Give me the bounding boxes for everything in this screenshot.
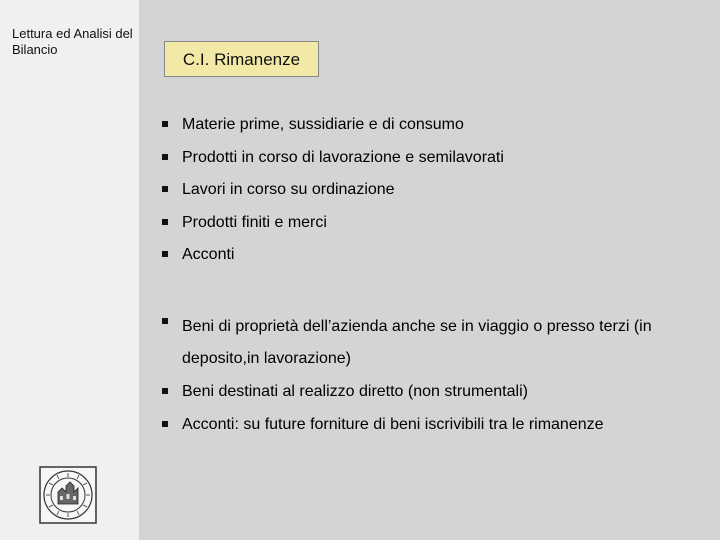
bullet-icon xyxy=(162,121,168,127)
bullet-icon xyxy=(162,421,168,427)
list-item: Acconti xyxy=(162,244,702,277)
list-item: Acconti: su future forniture di beni iscrivibili tra le rimanenze xyxy=(162,414,714,447)
list-item: Prodotti in corso di lavorazione e semilavorati xyxy=(162,147,702,180)
list-item: Beni destinati al realizzo diretto (non strumentali) xyxy=(162,381,714,414)
bullet-icon xyxy=(162,186,168,192)
sidebar xyxy=(0,0,139,540)
list-item: Beni di proprietà dell’azienda anche se in viaggio o presso terzi (in deposito,in lavorazione) xyxy=(162,311,714,381)
bullet-icon xyxy=(162,219,168,225)
bullet-icon xyxy=(162,318,168,324)
university-seal-icon xyxy=(39,466,97,524)
bullet-icon xyxy=(162,388,168,394)
course-title: Lettura ed Analisi del Bilancio xyxy=(12,26,133,57)
list-item: Prodotti finiti e merci xyxy=(162,212,702,245)
list-item: Lavori in corso su ordinazione xyxy=(162,179,702,212)
secondary-list xyxy=(162,316,714,447)
primary-list xyxy=(162,114,702,277)
bullet-icon xyxy=(162,251,168,257)
bullet-icon xyxy=(162,154,168,160)
list-item: Materie prime, sussidiarie e di consumo xyxy=(162,114,702,147)
slide-title: C.I. Rimanenze xyxy=(164,41,319,77)
